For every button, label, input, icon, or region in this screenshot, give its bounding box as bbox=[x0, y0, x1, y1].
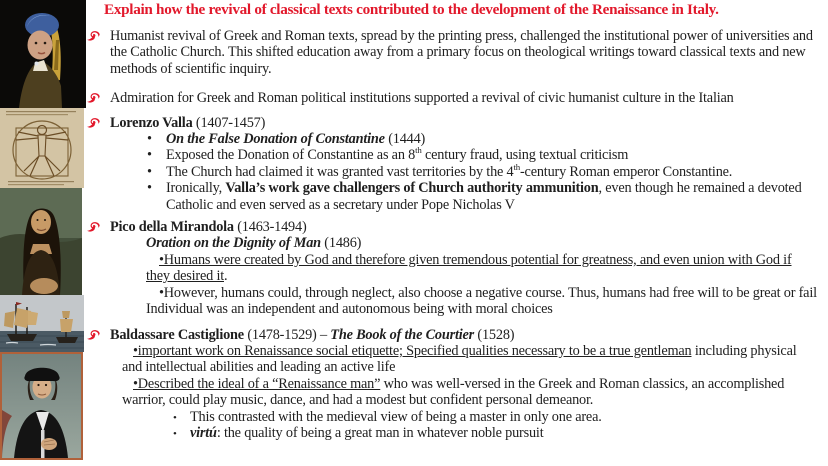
text-segment: century fraud, using textual criticism bbox=[421, 147, 629, 164]
text-segment: Oration on the Dignity of Man bbox=[146, 235, 321, 252]
text-segment: . bbox=[224, 268, 228, 285]
bullet-pico-header bbox=[0, 219, 818, 235]
line-virtu-definition bbox=[0, 425, 818, 441]
text-segment: (1486) bbox=[320, 235, 362, 252]
line-however-free-will bbox=[0, 285, 818, 318]
text-segment: Humanist revival of Greek and Roman texts, spread by the printing press, challenged the institutional power of universities and the Catholic Church. This shifted education away from a primary focus on theological writings toward classical texts and new methods of scientific inquiry. bbox=[110, 28, 813, 77]
text-segment: (1463-1494) bbox=[233, 219, 307, 236]
disc-bullet-icon: • bbox=[147, 180, 152, 197]
slide-body bbox=[0, 21, 828, 441]
text-segment: This contrasted with the medieval view of being a master in only one area. bbox=[190, 408, 602, 425]
text-segment: , even though he remained a devoted Catholic and even served as a secretary under Pope Nicholas V bbox=[166, 180, 802, 213]
text-segment: Valla’s work gave challengers of Church authority ammunition bbox=[225, 180, 599, 197]
bullet-church-claim bbox=[0, 164, 818, 180]
text-segment: Lorenzo Valla bbox=[110, 114, 193, 131]
text-segment: (1444) bbox=[384, 131, 426, 148]
slide-title: Explain how the revival of classical texts contributed to the development of the Renaissance in Italy. bbox=[104, 1, 719, 18]
text-segment: who was well-versed in the Greek and Roman classics, an accomplished warrior, could play music, dance, and had a modest but confident personal demeanor. bbox=[122, 375, 785, 409]
text-segment: Baldassare Castiglione bbox=[110, 326, 244, 343]
bullet-admiration-political-institutions bbox=[0, 90, 818, 106]
text-segment: virtú bbox=[190, 424, 217, 441]
text-segment: On the False Donation of Constantine bbox=[166, 131, 385, 148]
fleuron-bullet-icon bbox=[86, 221, 101, 233]
line-important-work-etiquette bbox=[0, 343, 818, 376]
fleuron-bullet-icon bbox=[86, 92, 101, 104]
text-segment: Admiration for Greek and Roman political institutions supported a revival of civic humanist culture in the Italian bbox=[110, 90, 734, 107]
text-segment: th bbox=[513, 162, 520, 173]
text-segment: th bbox=[415, 145, 422, 156]
line-humans-created-by-god bbox=[0, 252, 818, 285]
text-segment: -century Roman emperor Constantine. bbox=[520, 163, 733, 180]
line-contrasted-medieval-view bbox=[0, 409, 818, 425]
text-segment: •Humans were created by God and therefore given tremendous potential for greatness, and even union with God if they desired it bbox=[146, 251, 792, 285]
bullet-humanist-revival bbox=[0, 28, 818, 77]
text-segment: The Book of the Courtier bbox=[330, 326, 475, 343]
fleuron-bullet-icon bbox=[86, 329, 101, 341]
line-oration-dignity-title bbox=[0, 235, 818, 251]
bullet-exposed-fraud bbox=[0, 147, 818, 163]
disc-bullet-icon: • bbox=[147, 147, 152, 164]
text-segment: The Church had claimed it was granted vast territories by the 4 bbox=[166, 163, 514, 180]
text-segment: Ironically, bbox=[166, 180, 226, 197]
disc-bullet-icon: • bbox=[147, 131, 152, 148]
bullet-ironically-ammunition bbox=[0, 180, 818, 213]
disc-bullet-icon: • bbox=[173, 411, 177, 424]
bullet-castiglione-header bbox=[0, 327, 818, 343]
text-segment: •important work on Renaissance social etiquette; Specified qualities necessary to be a true gentleman bbox=[133, 342, 692, 359]
text-segment: •Described the ideal of a “Renaissance man” bbox=[133, 375, 381, 392]
text-segment: (1478-1529) – bbox=[243, 326, 331, 343]
text-segment: Exposed the Donation of Constantine as an 8 bbox=[166, 147, 416, 164]
disc-bullet-icon: • bbox=[147, 163, 152, 180]
text-segment: (1528) bbox=[474, 326, 515, 343]
fleuron-bullet-icon bbox=[86, 117, 101, 129]
text-segment: Pico della Mirandola bbox=[110, 219, 234, 236]
bullet-lorenzo-valla-header bbox=[0, 115, 818, 131]
text-segment: (1407-1457) bbox=[192, 114, 266, 131]
fleuron-bullet-icon bbox=[86, 30, 101, 42]
text-segment: including physical and intellectual abilities and leading an active life bbox=[122, 342, 797, 376]
bullet-false-donation-title bbox=[0, 131, 818, 147]
line-renaissance-man-ideal bbox=[0, 376, 818, 409]
text-segment: : the quality of being a great man in whatever noble pursuit bbox=[216, 424, 544, 441]
text-segment: •However, humans could, through neglect, also choose a negative course. Thus, humans had free will to be great or fail Individual was an independent and autonomous being with moral choices bbox=[146, 284, 817, 318]
disc-bullet-icon: • bbox=[173, 427, 177, 440]
